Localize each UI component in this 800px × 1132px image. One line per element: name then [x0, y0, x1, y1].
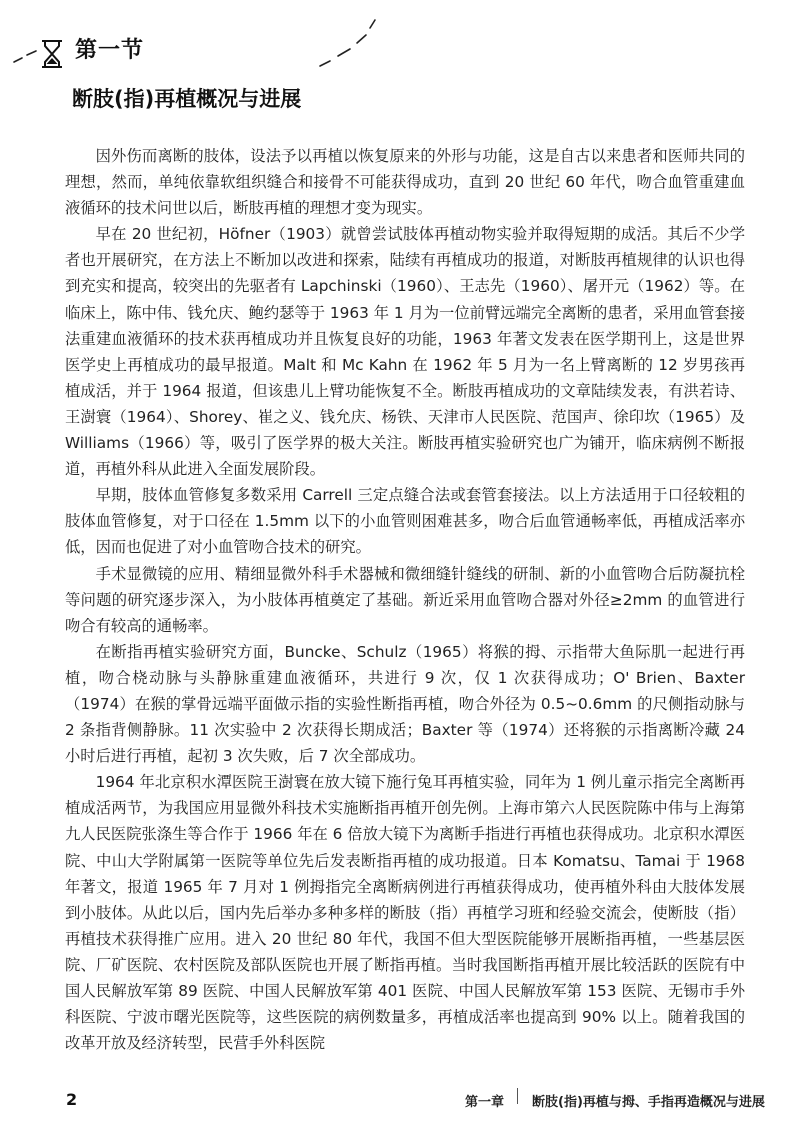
paragraph: 1964 年北京积水潭医院王澍寰在放大镜下施行兔耳再植实验，同年为 1 例儿童示指完全离断再植成活两节，为我国应用显微外科技术实施断指再植开创先例。上海市第六人民医院陈中伟与上海第九人民医院张涤生等合作于 1966 年在 6 倍放大镜下为离断手指进行再植也获得成功。北京积水潭医院、中山大学附属第一医院等单位先后发表断指再植的成功报道。日本 Komatsu、Tamai 于 1968 年著文，报道 1965 年 7 月对 1 例拇指完全离断病例进行再植获得成功，使再植外科由大肢体发展到小肢体。从此以后，国内先后举办多种多样的断肢（指）再植学习班和经验交流会，使断肢（指）再植技术获得推广应用。进入 20 世纪 80 年代，我国不但大型医院能够开展断指再植，一些基层医院、厂矿医院、农村医院及部队医院也开展了断指再植。当时我国断指再植开展比较活跃的医院有中国人民解放军第 89 医院、中国人民解放军第 401 医院、中国人民解放军第 153 医院、无锡市手外科医院、宁波市曙光医院等，这些医院的病例数量多，再植成活率也提高到 90% 以上。随着我国的改革开放及经济转型，民营手外科医院: [65, 773, 745, 1053]
deco-dash: [14, 58, 22, 62]
hourglass-icon: [42, 41, 62, 67]
deco-dash: [320, 61, 330, 66]
section-label: 第一节: [75, 38, 145, 63]
deco-dash: [27, 51, 36, 55]
paragraph: 早在 20 世纪初，Höfner（1903）就曾尝试肢体再植动物实验并取得短期的成活。其后不少学者也开展研究，在方法上不断加以改进和探索，陆续有再植成功的报道，对断肢再植规律的认识也得到充实和提高，较突出的先驱者有 Lapchinski（1960）、王志先（1960）、屠开元（1962）等。在临床上，陈中伟、钱允庆、鲍约瑟等于 1963 年 1 月为一位前臂远端完全离断的患者，采用血管套接法重建血液循环的技术获再植成功并且恢复良好的功能，1963 年著文发表在医学期刊上，这是世界医学史上再植成功的最早报道。Malt 和 Mc Kahn 在 1962 年 5 月为一名上臂离断的 12 岁男孩再植成活，并于 1964 报道，但该患儿上臂功能恢复不全。断肢再植成功的文章陆续发表，有洪若诗、王澍寰（1964）、Shorey、崔之义、钱允庆、杨铁、天津市人民医院、范国声、徐印坎（1965）及 Williams（1966）等，吸引了医学界的极大关注。断肢再植实验研究也广为铺开，临床病例不断报道，再植外科从此进入全面发展阶段。: [65, 225, 745, 479]
footer-chapter-title: 断肢(指)再植与拇、手指再造概况与进展: [532, 1095, 765, 1110]
paragraph: 因外伤而离断的肢体，设法予以再植以恢复原来的外形与功能，这是自古以来患者和医师共同的理想，然而，单纯依靠软组织缝合和接骨不可能获得成功，直到 20 世纪 60 年代，吻合血管重建血液循环的技术问世以后，断肢再植的理想才变为现实。: [65, 147, 745, 218]
deco-dash: [357, 35, 366, 43]
paragraph: 手术显微镜的应用、精细显微外科手术器械和微细缝针缝线的研制、新的小血管吻合后防凝抗栓等问题的研究逐步深入，为小肢体再植奠定了基础。新近采用血管吻合器对外径≥2mm 的血管进行吻合有较高的通畅率。: [65, 564, 745, 635]
paragraph: 在断指再植实验研究方面，Buncke、Schulz（1965）将猴的拇、示指带大鱼际肌一起进行再植，吻合桡动脉与头静脉重建血液循环，共进行 9 次，仅 1 次获得成功；O' Brien、Baxter（1974）在猴的掌骨远端平面做示指的实验性断指再植，吻合外径为 0.5~0.6mm 的尺侧指动脉与 2 条指背侧静脉。11 次实验中 2 次获得长期成活；Baxter 等（1974）还将猴的示指离断冷藏 24 小时后进行再植，起初 3 次失败，后 7 次全部成功。: [65, 642, 745, 766]
page-number: 2: [66, 1090, 78, 1109]
deco-dash: [370, 20, 375, 28]
deco-dash: [338, 49, 350, 56]
paragraph: 早期，肢体血管修复多数采用 Carrell 三定点缝合法或套管套接法。以上方法适用于口径较粗的肢体血管修复，对于口径在 1.5mm 以下的小血管则困难甚多，吻合后血管通畅率低，再植成活率亦低，因而也促进了对小血管吻合技术的研究。: [65, 486, 745, 557]
body-text: [65, 143, 745, 1056]
footer-separator: [517, 1088, 518, 1104]
footer-chapter: 第一章: [465, 1095, 505, 1110]
section-title: 断肢(指)再植概况与进展: [72, 87, 302, 111]
